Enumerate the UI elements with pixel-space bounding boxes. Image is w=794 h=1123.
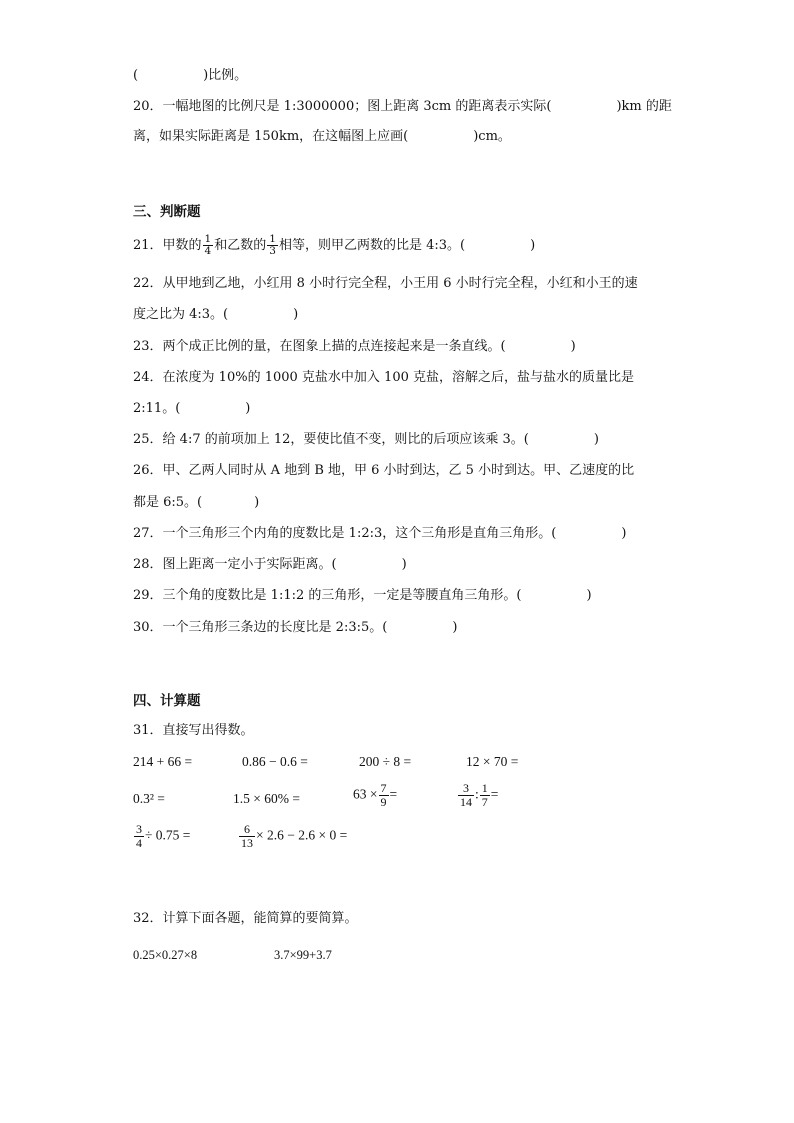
q31-expr-8-fraction-2 — [480, 782, 490, 809]
q24-line2: 2:11。( ) — [133, 401, 251, 416]
q21 — [133, 234, 535, 258]
q20-line1: 20．一幅地图的比例尺是 1:3000000；图上距离 3cm 的距离表示实际( )km 的距 — [133, 99, 672, 114]
q22-line2: 度之比为 4:3。( ) — [133, 307, 299, 322]
q31-expr-10-rest: × 2.6 − 2.6 × 0 = — [256, 827, 348, 843]
q31-expr-9 — [133, 823, 190, 850]
q19-tail: ( )比例。 — [133, 68, 248, 83]
q31-expr-10-fraction — [239, 823, 255, 850]
q32-expr-1: 0.25×0.27×8 — [133, 948, 198, 962]
q31-expr-8 — [457, 782, 498, 809]
q30: 30．一个三角形三条边的长度比是 2:3:5。( ) — [133, 620, 458, 635]
q28: 28．图上距离一定小于实际距离。( ) — [133, 557, 407, 572]
q31-expr-7-fraction — [379, 782, 389, 809]
q32-expr-2: 3.7×99+3.7 — [274, 948, 332, 962]
q31-expr-2: 0.86 − 0.6 = — [242, 754, 308, 769]
q31-expr-9-rest: ÷ 0.75 = — [145, 827, 191, 843]
section4-title: 四、计算题 — [133, 693, 201, 709]
q21-mid: 和乙数的 — [214, 238, 267, 253]
q31-expr-8-equals: = — [490, 786, 499, 802]
q31-expr-10-numerator: 6 — [244, 822, 250, 836]
q31-expr-8-ratio-sign: : — [475, 786, 479, 802]
q31-expr-10-denominator: 13 — [241, 836, 253, 850]
section3-title: 三、判断题 — [133, 204, 201, 220]
q24-line1: 24．在浓度为 10%的 1000 克盐水中加入 100 克盐，溶解之后，盐与盐水的质量比是 — [133, 370, 634, 385]
q31-expr-1: 214 + 66 = — [133, 754, 193, 769]
q21-f2-denominator: 3 — [269, 245, 276, 257]
q31-expr-9-fraction — [134, 823, 144, 850]
q20-line2: 离，如果实际距离是 150km，在这幅图上应画( )cm。 — [133, 129, 511, 144]
q31-expr-4: 12 × 70 = — [466, 754, 519, 769]
q23: 23．两个成正比例的量，在图象上描的点连接起来是一条直线。( ) — [133, 339, 576, 354]
q31-expr-3: 200 ÷ 8 = — [359, 754, 412, 769]
q26-line2: 都是 6:5。( ) — [133, 495, 260, 510]
q26-line1: 26．甲、乙两人同时从 A 地到 B 地，甲 6 小时到达，乙 5 小时到达。甲、乙速度的比 — [133, 463, 635, 478]
q31-expr-8-numerator-2: 1 — [481, 781, 488, 795]
q31-expr-7 — [353, 782, 397, 809]
q21-f2-numerator: 1 — [269, 233, 276, 245]
q21-suffix: 相等，则甲乙两数的比是 4:3。( ) — [278, 238, 536, 253]
q31-expr-5: 0.3² = — [133, 791, 165, 806]
q31-expr-7-prefix: 63 × — [353, 786, 378, 802]
q31-expr-7-numerator: 7 — [380, 781, 387, 795]
q31-expr-7-denominator: 9 — [380, 795, 387, 809]
q31-expr-8-numerator-1: 3 — [463, 781, 469, 795]
q27: 27．一个三角形三个内角的度数比是 1:2:3，这个三角形是直角三角形。( ) — [133, 526, 627, 541]
q31-expr-6: 1.5 × 60% = — [233, 791, 300, 806]
q31-expr-10 — [238, 823, 347, 850]
q21-prefix: 21．甲数的 — [133, 238, 202, 253]
q31-expr-8-fraction-1 — [458, 782, 474, 809]
q21-fraction-1 — [203, 234, 214, 257]
q32-title: 32．计算下面各题，能简算的要简算。 — [133, 911, 358, 926]
q21-fraction-2 — [267, 234, 278, 257]
q21-f1-numerator: 1 — [204, 233, 212, 245]
q31-expr-7-equals: = — [389, 786, 398, 802]
q31-expr-8-denominator-2: 7 — [481, 795, 488, 809]
q31-expr-9-numerator: 3 — [136, 822, 142, 836]
q31-expr-9-denominator: 4 — [136, 836, 142, 850]
q31-title: 31．直接写出得数。 — [133, 723, 254, 738]
q29: 29．三个角的度数比是 1:1:2 的三角形，一定是等腰直角三角形。( ) — [133, 588, 592, 603]
q22-line1: 22．从甲地到乙地，小红用 8 小时行完全程，小王用 6 小时行完全程，小红和小王的速 — [133, 276, 638, 291]
q25: 25．给 4:7 的前项加上 12，要使比值不变，则比的后项应该乘 3。( ) — [133, 432, 599, 447]
q21-f1-denominator: 4 — [204, 245, 212, 257]
q31-expr-8-denominator-1: 14 — [460, 795, 472, 809]
